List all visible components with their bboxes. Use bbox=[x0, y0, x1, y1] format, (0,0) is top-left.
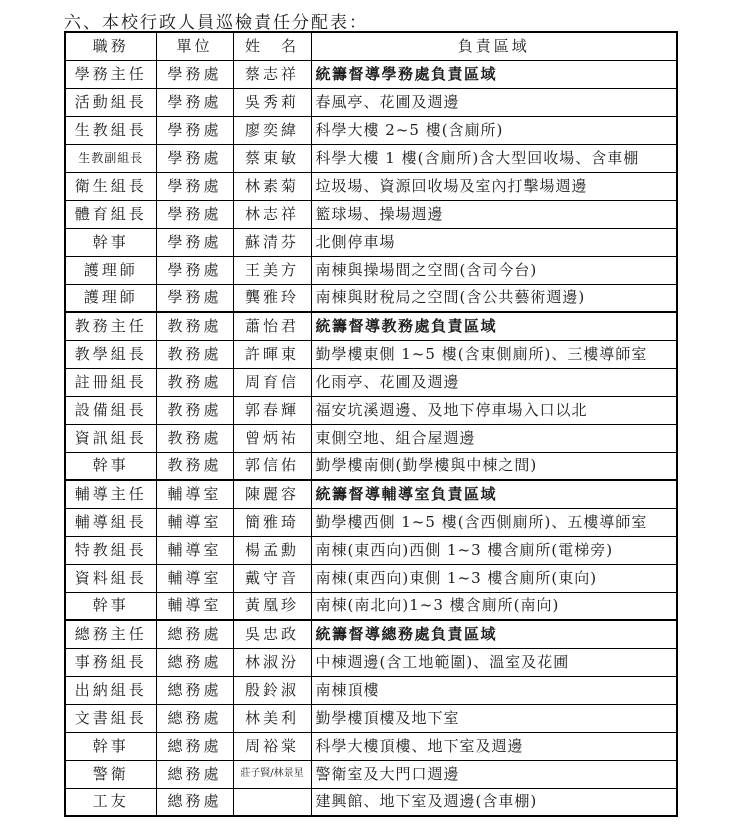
cell-unit: 教務處 bbox=[156, 312, 233, 340]
table-row bbox=[65, 312, 677, 340]
page-title: 六、本校行政人員巡檢責任分配表： bbox=[64, 13, 368, 33]
cell-position: 教學組長 bbox=[65, 340, 156, 368]
cell-area: 籃球場、操場週邊 bbox=[311, 200, 677, 228]
cell-area: 北側停車場 bbox=[311, 228, 677, 256]
cell-name: 陳麗容 bbox=[233, 480, 311, 508]
cell-unit: 教務處 bbox=[156, 340, 233, 368]
cell-position: 資料組長 bbox=[65, 564, 156, 592]
header-area: 負責區域 bbox=[311, 32, 677, 60]
cell-area: 南棟(東西向)西側 1~3 樓含廁所(電梯旁) bbox=[311, 536, 677, 564]
cell-position: 輔導組長 bbox=[65, 508, 156, 536]
cell-area: 統籌督導輔導室負責區域 bbox=[311, 480, 677, 508]
cell-area: 勤學樓東側 1~5 樓(含東側廁所)、三樓導師室 bbox=[311, 340, 677, 368]
cell-unit: 學務處 bbox=[156, 228, 233, 256]
cell-area: 統籌督導學務處負責區域 bbox=[311, 60, 677, 88]
cell-name: 蘇清芬 bbox=[233, 228, 311, 256]
table-row bbox=[65, 592, 677, 620]
cell-name: 戴守音 bbox=[233, 564, 311, 592]
cell-name: 蕭怡君 bbox=[233, 312, 311, 340]
cell-name: 林素菊 bbox=[233, 172, 311, 200]
cell-area: 南棟與財稅局之空間(含公共藝術週邊) bbox=[311, 284, 677, 312]
header-position: 職務 bbox=[65, 32, 156, 60]
cell-name: 吳秀莉 bbox=[233, 88, 311, 116]
cell-unit: 學務處 bbox=[156, 144, 233, 172]
cell-unit: 總務處 bbox=[156, 732, 233, 760]
table-row bbox=[65, 480, 677, 508]
cell-position: 衛生組長 bbox=[65, 172, 156, 200]
cell-name: 周裕棠 bbox=[233, 732, 311, 760]
cell-area: 科學大樓 2~5 樓(含廁所) bbox=[311, 116, 677, 144]
cell-area: 東側空地、組合屋週邊 bbox=[311, 424, 677, 452]
cell-position: 事務組長 bbox=[65, 648, 156, 676]
cell-position: 出納組長 bbox=[65, 676, 156, 704]
cell-unit: 教務處 bbox=[156, 396, 233, 424]
cell-name: 曾炳祐 bbox=[233, 424, 311, 452]
cell-position: 學務主任 bbox=[65, 60, 156, 88]
cell-name: 殷鈴淑 bbox=[233, 676, 311, 704]
table-row bbox=[65, 200, 677, 228]
cell-area: 統籌督導總務處負責區域 bbox=[311, 620, 677, 648]
cell-area: 警衛室及大門口週邊 bbox=[311, 760, 677, 788]
cell-position: 輔導主任 bbox=[65, 480, 156, 508]
cell-unit: 總務處 bbox=[156, 788, 233, 816]
cell-unit: 輔導室 bbox=[156, 592, 233, 620]
cell-name: 郭信佑 bbox=[233, 452, 311, 480]
table-row bbox=[65, 116, 677, 144]
cell-position: 幹事 bbox=[65, 592, 156, 620]
cell-area: 勤學樓南側(勤學樓與中棟之間) bbox=[311, 452, 677, 480]
cell-unit: 教務處 bbox=[156, 452, 233, 480]
table-row bbox=[65, 564, 677, 592]
cell-area: 南棟與操場間之空間(含司今台) bbox=[311, 256, 677, 284]
cell-unit: 學務處 bbox=[156, 88, 233, 116]
cell-area: 福安坑溪週邊、及地下停車場入口以北 bbox=[311, 396, 677, 424]
cell-position: 教務主任 bbox=[65, 312, 156, 340]
cell-name: 郭春輝 bbox=[233, 396, 311, 424]
cell-name: 林志祥 bbox=[233, 200, 311, 228]
table-row bbox=[65, 396, 677, 424]
assignment-table bbox=[64, 31, 678, 817]
header-name: 姓 名 bbox=[233, 32, 311, 60]
cell-position: 幹事 bbox=[65, 452, 156, 480]
table-row bbox=[65, 508, 677, 536]
cell-area: 勤學樓西側 1~5 樓(含西側廁所)、五樓導師室 bbox=[311, 508, 677, 536]
cell-area: 南棟(東西向)東側 1~3 樓含廁所(東向) bbox=[311, 564, 677, 592]
cell-area: 科學大樓頂樓、地下室及週邊 bbox=[311, 732, 677, 760]
cell-position: 註冊組長 bbox=[65, 368, 156, 396]
cell-area: 垃圾場、資源回收場及室內打擊場週邊 bbox=[311, 172, 677, 200]
cell-unit: 輔導室 bbox=[156, 536, 233, 564]
cell-position: 體育組長 bbox=[65, 200, 156, 228]
header-unit: 單位 bbox=[156, 32, 233, 60]
table-row bbox=[65, 452, 677, 480]
cell-unit: 學務處 bbox=[156, 200, 233, 228]
cell-position: 工友 bbox=[65, 788, 156, 816]
table-row bbox=[65, 256, 677, 284]
table-row bbox=[65, 172, 677, 200]
cell-position: 文書組長 bbox=[65, 704, 156, 732]
cell-position: 生教副組長 bbox=[65, 144, 156, 172]
cell-name bbox=[233, 788, 311, 816]
table-row bbox=[65, 424, 677, 452]
cell-unit: 總務處 bbox=[156, 620, 233, 648]
cell-name: 黃凰珍 bbox=[233, 592, 311, 620]
cell-unit: 總務處 bbox=[156, 648, 233, 676]
cell-position: 活動組長 bbox=[65, 88, 156, 116]
cell-unit: 學務處 bbox=[156, 172, 233, 200]
cell-position: 幹事 bbox=[65, 228, 156, 256]
cell-area: 化雨亭、花圃及週邊 bbox=[311, 368, 677, 396]
cell-unit: 輔導室 bbox=[156, 508, 233, 536]
cell-unit: 教務處 bbox=[156, 368, 233, 396]
cell-area: 南棟(南北向)1~3 樓含廁所(南向) bbox=[311, 592, 677, 620]
table-row bbox=[65, 368, 677, 396]
table-row bbox=[65, 676, 677, 704]
cell-name: 吳忠政 bbox=[233, 620, 311, 648]
table-row bbox=[65, 88, 677, 116]
cell-name: 王美方 bbox=[233, 256, 311, 284]
cell-position: 幹事 bbox=[65, 732, 156, 760]
cell-name: 林淑汾 bbox=[233, 648, 311, 676]
cell-position: 資訊組長 bbox=[65, 424, 156, 452]
cell-name: 廖奕緯 bbox=[233, 116, 311, 144]
cell-position: 護理師 bbox=[65, 284, 156, 312]
cell-unit: 教務處 bbox=[156, 424, 233, 452]
cell-position: 特教組長 bbox=[65, 536, 156, 564]
table-row bbox=[65, 284, 677, 312]
cell-unit: 輔導室 bbox=[156, 480, 233, 508]
cell-name: 莊子賢/林景星 bbox=[233, 760, 311, 788]
cell-unit: 學務處 bbox=[156, 60, 233, 88]
table-row bbox=[65, 732, 677, 760]
cell-area: 春風亭、花圃及週邊 bbox=[311, 88, 677, 116]
cell-unit: 學務處 bbox=[156, 284, 233, 312]
cell-unit: 總務處 bbox=[156, 704, 233, 732]
cell-name: 許暉東 bbox=[233, 340, 311, 368]
cell-area: 勤學樓頂樓及地下室 bbox=[311, 704, 677, 732]
table-row bbox=[65, 144, 677, 172]
table-row bbox=[65, 620, 677, 648]
cell-name: 周育信 bbox=[233, 368, 311, 396]
cell-area: 統籌督導教務處負責區域 bbox=[311, 312, 677, 340]
cell-unit: 學務處 bbox=[156, 256, 233, 284]
cell-name: 楊孟勳 bbox=[233, 536, 311, 564]
table-row bbox=[65, 788, 677, 816]
cell-unit: 輔導室 bbox=[156, 564, 233, 592]
cell-position: 警衛 bbox=[65, 760, 156, 788]
table-row bbox=[65, 536, 677, 564]
table-row bbox=[65, 340, 677, 368]
cell-name: 簡雅琦 bbox=[233, 508, 311, 536]
cell-name: 蔡志祥 bbox=[233, 60, 311, 88]
table-header-row bbox=[65, 32, 677, 60]
cell-unit: 總務處 bbox=[156, 676, 233, 704]
cell-unit: 總務處 bbox=[156, 760, 233, 788]
table-row bbox=[65, 60, 677, 88]
cell-position: 設備組長 bbox=[65, 396, 156, 424]
cell-name: 龔雅玲 bbox=[233, 284, 311, 312]
table-row bbox=[65, 760, 677, 788]
cell-position: 總務主任 bbox=[65, 620, 156, 648]
cell-name: 蔡東敏 bbox=[233, 144, 311, 172]
cell-area: 南棟頂樓 bbox=[311, 676, 677, 704]
cell-name: 林美利 bbox=[233, 704, 311, 732]
table-row bbox=[65, 648, 677, 676]
table-row bbox=[65, 228, 677, 256]
cell-unit: 學務處 bbox=[156, 116, 233, 144]
table-row bbox=[65, 704, 677, 732]
cell-position: 生教組長 bbox=[65, 116, 156, 144]
cell-area: 科學大樓 1 樓(含廁所)含大型回收場、含車棚 bbox=[311, 144, 677, 172]
cell-area: 中棟週邊(含工地範圍)、溫室及花圃 bbox=[311, 648, 677, 676]
cell-position: 護理師 bbox=[65, 256, 156, 284]
cell-area: 建興館、地下室及週邊(含車棚) bbox=[311, 788, 677, 816]
